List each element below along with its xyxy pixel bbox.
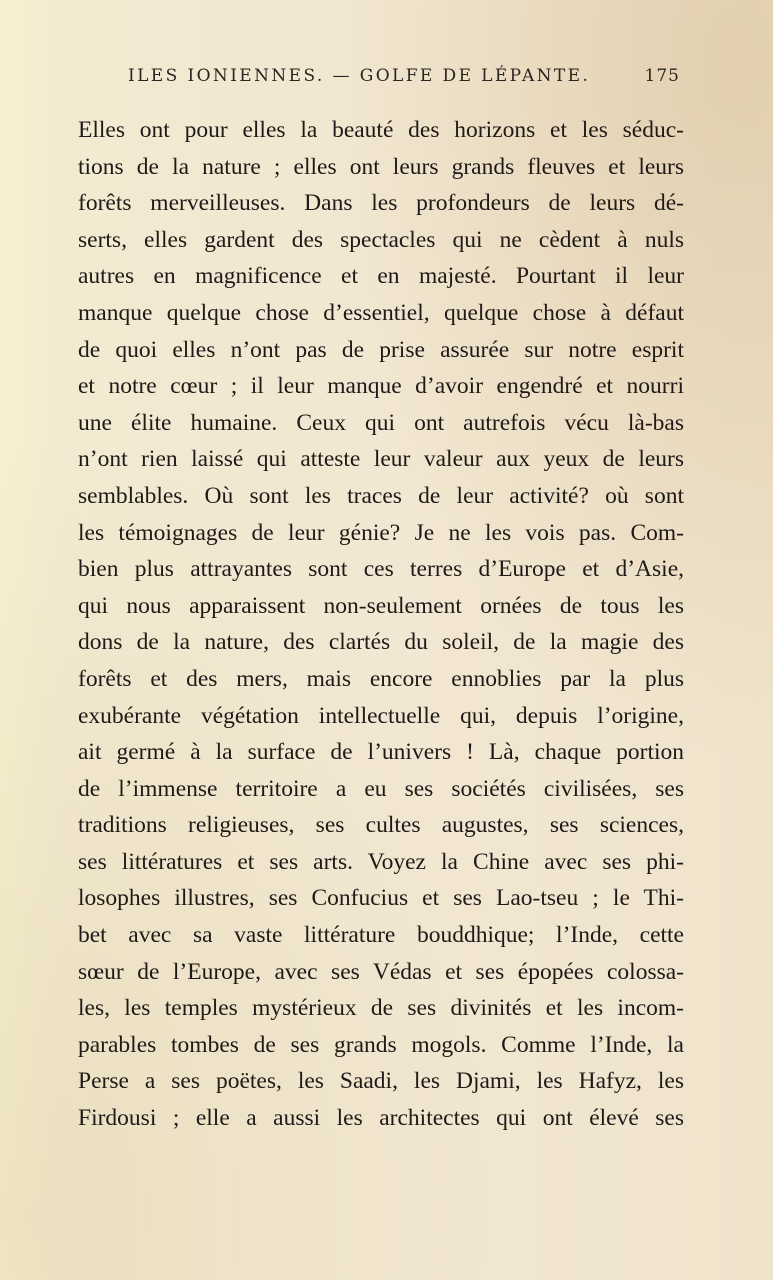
text-line: de l’immense territoire a eu ses sociétés civilisées, ses: [78, 775, 684, 802]
text-line: les, les temples mystérieux de ses divinités et les incom-: [78, 995, 684, 1022]
text-line: parables tombes de ses grands mogols. Comme l’Inde, la: [78, 1031, 684, 1058]
text-line: autres en magnificence et en majesté. Pourtant il leur: [78, 263, 684, 290]
text-line: dons de la nature, des clartés du soleil, de la magie des: [78, 629, 684, 656]
text-line: n’ont rien laissé qui atteste leur valeur aux yeux de leurs: [78, 446, 684, 473]
text-line: exubérante végétation intellectuelle qui, depuis l’origine,: [78, 702, 684, 729]
text-line: Perse a ses poëtes, les Saadi, les Djami, les Hafyz, les: [78, 1068, 684, 1095]
text-line: losophes illustres, ses Confucius et ses Lao-tseu ; le Thi-: [78, 885, 684, 912]
page-number: 175: [644, 66, 680, 86]
text-line: semblables. Où sont les traces de leur activité? où sont: [78, 482, 684, 509]
text-line: bet avec sa vaste littérature bouddhique; l’Inde, cette: [78, 922, 684, 949]
text-line: traditions religieuses, ses cultes augustes, ses sciences,: [78, 812, 684, 839]
text-line: bien plus attrayantes sont ces terres d’Europe et d’Asie,: [78, 556, 684, 583]
text-line: qui nous apparaissent non-seulement ornées de tous les: [78, 592, 684, 619]
text-line: les témoignages de leur génie? Je ne les vois pas. Com-: [78, 519, 684, 546]
body-text: [78, 112, 684, 1137]
text-line: une élite humaine. Ceux qui ont autrefois vécu là-bas: [78, 409, 684, 436]
text-line: serts, elles gardent des spectacles qui ne cèdent à nuls: [78, 226, 684, 253]
text-line: de quoi elles n’ont pas de prise assurée sur notre esprit: [78, 336, 684, 363]
text-line: ait germé à la surface de l’univers ! Là, chaque portion: [78, 739, 684, 766]
text-line: forêts et des mers, mais encore ennoblies par la plus: [78, 665, 684, 692]
running-header: [128, 66, 688, 96]
text-line: forêts merveilleuses. Dans les profondeurs de leurs dé-: [78, 190, 684, 217]
text-line: Firdousi ; elle a aussi les architectes qui ont élevé ses: [78, 1105, 684, 1132]
text-line: manque quelque chose d’essentiel, quelque chose à défaut: [78, 299, 684, 326]
text-line: et notre cœur ; il leur manque d’avoir engendré et nourri: [78, 373, 684, 400]
text-line: ses littératures et ses arts. Voyez la Chine avec ses phi-: [78, 848, 684, 875]
text-line: tions de la nature ; elles ont leurs grands fleuves et leurs: [78, 153, 684, 180]
text-line: sœur de l’Europe, avec ses Védas et ses épopées colossa-: [78, 958, 684, 985]
running-title: ILES IONIENNES. — GOLFE DE LÉPANTE.: [128, 66, 591, 86]
text-line: Elles ont pour elles la beauté des horizons et les séduc-: [78, 117, 684, 143]
